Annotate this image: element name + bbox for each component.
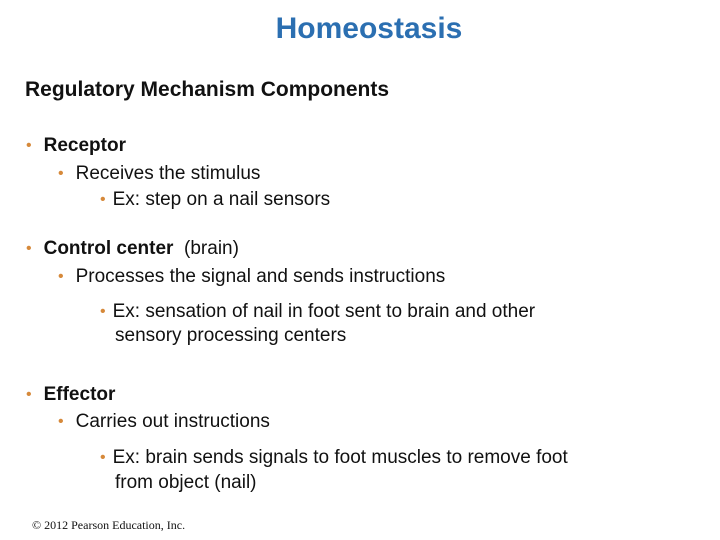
bullet-effector [26, 383, 115, 407]
bullet-heading-suffix: (brain) [184, 238, 239, 259]
sub-bullet-control-center [58, 265, 445, 289]
example-receptor [100, 188, 330, 212]
example-text: Ex: sensation of nail in foot sent to brain and other [112, 301, 536, 322]
bullet-icon: • [100, 191, 106, 208]
example-effector [100, 446, 568, 470]
slide-title: Homeostasis [275, 12, 463, 45]
sub-bullet-text: Carries out instructions [75, 411, 270, 432]
bullet-icon: • [26, 137, 32, 154]
bullet-icon: • [100, 449, 106, 466]
sub-bullet-effector [58, 410, 270, 434]
bullet-control-center [26, 237, 239, 261]
bullet-receptor [26, 134, 126, 158]
slide-subtitle: Regulatory Mechanism Components [25, 78, 390, 101]
sub-bullet-text: Receives the stimulus [75, 163, 261, 184]
bullet-icon: • [26, 240, 32, 257]
example-continuation: from object (nail) [115, 472, 257, 493]
sub-bullet-receptor [58, 162, 260, 186]
copyright-footer: © 2012 Pearson Education, Inc. [32, 518, 186, 532]
bullet-icon: • [58, 413, 64, 430]
bullet-icon: • [58, 268, 64, 285]
bullet-heading: Control center [43, 238, 174, 259]
example-continuation: sensory processing centers [115, 325, 347, 346]
example-control-center [100, 300, 535, 324]
sub-bullet-text: Processes the signal and sends instructions [75, 266, 446, 287]
bullet-icon: • [26, 386, 32, 403]
bullet-heading: Effector [43, 384, 116, 405]
example-text: Ex: brain sends signals to foot muscles to remove foot [112, 447, 568, 468]
bullet-icon: • [100, 303, 106, 320]
bullet-icon: • [58, 165, 64, 182]
example-text: Ex: step on a nail sensors [112, 189, 331, 210]
bullet-heading: Receptor [43, 135, 126, 156]
